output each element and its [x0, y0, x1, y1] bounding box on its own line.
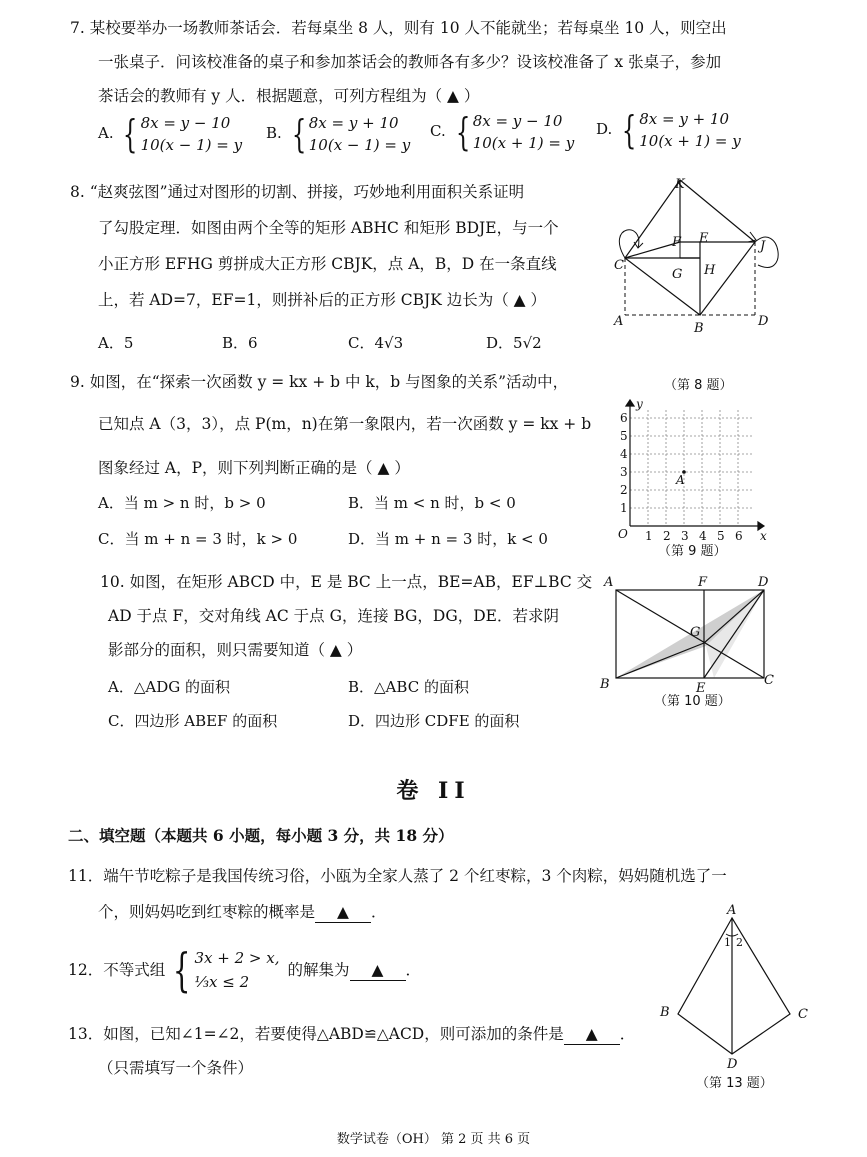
q11-line2: 个，则妈妈吃到红枣粽的概率是 ▲ ．	[98, 903, 387, 921]
square-cbjk	[625, 180, 755, 315]
label-e: E	[696, 681, 706, 696]
q10-option-b[interactable]: B．△ABC 的面积	[348, 678, 469, 696]
y-tick: 5	[620, 429, 628, 443]
q10-line1: 10. 如图，在矩形 ABCD 中，E 是 BC 上一点，BE=AB，EF⊥BC 交	[100, 573, 593, 591]
figure-8-caption: （第 8 题）	[664, 378, 733, 393]
label-d: D	[727, 1057, 738, 1072]
y-tick: 6	[620, 411, 628, 425]
q7-option-c[interactable]: C. { 8x = y − 10 10(x + 1) = y	[430, 110, 575, 154]
y-tick: 1	[620, 501, 628, 515]
q8-option-d[interactable]: D．5√2	[486, 334, 542, 352]
label-b: B	[694, 321, 704, 336]
label-c: C	[764, 673, 774, 688]
label-j: J	[760, 239, 766, 254]
q10-option-c[interactable]: C．四边形 ABEF 的面积	[108, 712, 278, 730]
q8-option-b[interactable]: B．6	[222, 334, 258, 352]
q9-option-c[interactable]: C．当 m + n = 3 时，k > 0	[98, 530, 298, 548]
x-tick: 4	[699, 529, 707, 543]
q7-line2: 一张桌子．问该校准备的桌子和参加茶话会的教师各有多少？设该校准备了 x 张桌子，参加	[98, 53, 722, 71]
q11-line1: 11．端午节吃粽子是我国传统习俗，小瓯为全家人蒸了 2 个红枣粽，3 个肉粽，妈妈随机选了一	[68, 867, 727, 885]
q8-line1: 8. “赵爽弦图”通过对图形的切割、拼接，巧妙地利用面积关系证明	[70, 183, 525, 201]
q13-answer-blank[interactable]: ▲	[564, 1024, 620, 1045]
figure-9-caption: （第 9 题）	[658, 544, 727, 559]
angle-1-label: 1	[724, 936, 731, 949]
angle-2-label: 2	[736, 936, 743, 949]
q9-option-b[interactable]: B．当 m < n 时，b < 0	[348, 494, 516, 512]
figure-13-caption: （第 13 题）	[696, 1076, 773, 1091]
label-g: G	[672, 267, 683, 282]
x-tick: 1	[645, 529, 653, 543]
label-d: D	[758, 314, 769, 329]
q7-option-b[interactable]: B. { 8x = y + 10 10(x − 1) = y	[266, 112, 411, 156]
figure-10-caption: （第 10 题）	[654, 694, 731, 709]
q7-line3: 茶话会的教师有 y 人．根据题意，可列方程组为（ ▲ ）	[98, 87, 480, 105]
q13-line: 13．如图，已知∠1=∠2，若要使得△ABD≌△ACD，则可添加的条件是 ▲ ．	[68, 1025, 636, 1043]
q10-option-a[interactable]: A．△ADG 的面积	[108, 678, 230, 696]
q9-line3: 图象经过 A，P，则下列判断正确的是（ ▲ ）	[98, 459, 410, 477]
q12-answer-blank[interactable]: ▲	[350, 960, 406, 981]
section-title: 卷 II	[396, 778, 471, 804]
label-b: B	[600, 677, 610, 692]
figure-9-coordinate-grid	[612, 398, 772, 548]
q11-answer-blank[interactable]: ▲	[315, 902, 371, 923]
q8-line2: 了勾股定理．如图由两个全等的矩形 ABHC 和矩形 BDJE，与一个	[98, 219, 559, 237]
q8-line4: 上，若 AD=7，EF=1，则拼补后的正方形 CBJK 边长为（ ▲ ）	[98, 291, 546, 309]
label-a: A	[727, 903, 737, 918]
q8-option-c[interactable]: C．4√3	[348, 334, 404, 352]
label-c: C	[798, 1007, 808, 1022]
q9-option-d[interactable]: D．当 m + n = 3 时，k < 0	[348, 530, 548, 548]
label-c: C	[614, 258, 624, 273]
q7-option-a[interactable]: A. { 8x = y − 10 10(x − 1) = y	[98, 112, 243, 156]
q10-line3: 影部分的面积，则只需要知道（ ▲ ）	[108, 641, 363, 659]
figure-13-kite-abdc	[650, 902, 820, 1072]
q7-option-d[interactable]: D. { 8x = y + 10 10(x + 1) = y	[596, 108, 741, 152]
y-tick: 4	[620, 447, 628, 461]
label-f: F	[698, 575, 708, 590]
label-h: H	[704, 263, 716, 278]
q7-line1: 7. 某校要举办一场教师茶话会．若每桌坐 8 人，则有 10 人不能就坐；若每桌坐 10 人，则空出	[70, 19, 727, 37]
q9-option-a[interactable]: A．当 m > n 时，b > 0	[98, 494, 266, 512]
label-a: A	[614, 314, 624, 329]
q13-note: （只需填写一个条件）	[98, 1059, 254, 1077]
y-axis-label: y	[636, 398, 643, 411]
q9-line2: 已知点 A（3，3），点 P(m，n)在第一象限内，若一次函数 y = kx + b	[98, 415, 592, 433]
label-f: F	[672, 235, 682, 250]
label-b: B	[660, 1005, 670, 1020]
y-tick: 3	[620, 465, 628, 479]
q9-line1: 9. 如图，在“探索一次函数 y = kx + b 中 k，b 与图象的关系”活动中，	[70, 373, 569, 391]
q8-line3: 小正方形 EFHG 剪拼成大正方形 CBJK，点 A，B，D 在一条直线	[98, 255, 557, 273]
x-axis-label: x	[760, 529, 767, 543]
figure-10-rectangle-abcd	[596, 570, 776, 700]
page-footer: 数学试卷（OH） 第 2 页 共 6 页	[336, 1132, 531, 1147]
x-tick: 6	[735, 529, 743, 543]
y-tick: 2	[620, 483, 628, 497]
label-g: G	[690, 625, 701, 640]
x-tick: 5	[717, 529, 725, 543]
part-heading: 二、填空题（本题共 6 小题，每小题 3 分，共 18 分）	[68, 826, 454, 845]
q12-line: 12．不等式组 { 3x + 2 > x, ⅓x ≤ 2 的解集为 ▲ ．	[68, 943, 422, 997]
label-e: E	[699, 231, 709, 246]
label-d: D	[758, 575, 769, 590]
origin-label: O	[618, 527, 628, 541]
x-tick: 3	[681, 529, 689, 543]
label-a: A	[604, 575, 614, 590]
figure-8-zhao-shuang-diagram	[600, 170, 800, 340]
x-tick: 2	[663, 529, 671, 543]
q10-line2: AD 于点 F，交对角线 AC 于点 G，连接 BG，DG，DE．若求阴	[108, 607, 559, 625]
q10-option-d[interactable]: D．四边形 CDFE 的面积	[348, 712, 520, 730]
point-a-label: A	[676, 473, 685, 487]
label-k: K	[675, 177, 685, 192]
q8-option-a[interactable]: A．5	[98, 334, 134, 352]
